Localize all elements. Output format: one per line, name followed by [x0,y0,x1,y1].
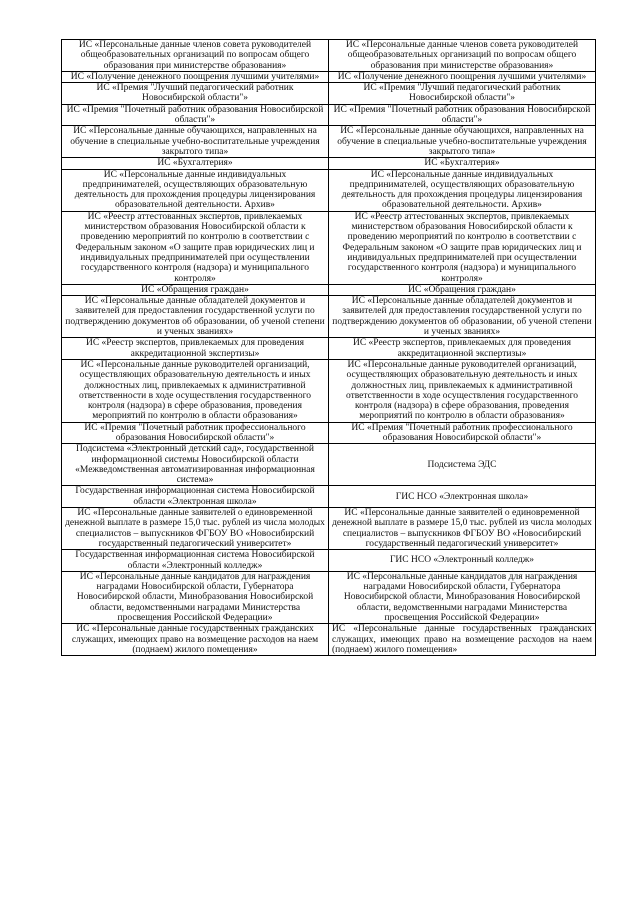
system-short-name-text: ИС «Обращения граждан» [408,284,516,295]
system-short-name-cell [329,624,596,656]
system-name-cell [62,444,329,486]
system-name-cell [62,284,329,295]
system-short-name-text: ИС «Премия "Почетный работник образования Новосибирской области"» [333,104,591,126]
system-short-name-cell [329,158,596,169]
system-short-name-cell [329,83,596,105]
table-row [62,104,596,126]
system-short-name-cell [329,169,596,211]
system-short-name-text: Подсистема ЭДС [427,459,497,470]
table-row [62,296,596,338]
system-name-cell [62,40,329,72]
system-name-text: ИС «Реестр экспертов, привлекаемых для проведения аккредитационной экспертизы» [85,338,305,359]
system-short-name-cell [329,486,596,508]
system-name-cell [62,338,329,360]
system-short-name-cell [329,296,596,338]
system-name-cell [62,71,329,82]
system-name-cell [62,508,329,550]
system-short-name-text: ИС «Персональные данные индивидуальных предпринимателей, осуществляющих образовательную деятельность для прохождения процедуры лицензирования образовательной деятельности. Архив» [341,169,583,211]
system-short-name-text: ИС «Персональные данные заявителей о единовременной денежной выплате в размере 15,0 тыс. рублей из числа молодых специалистов – выпускников ФГБОУ ВО «Новосибирский государственный педагогический университет» [332,508,592,549]
system-name-cell [62,296,329,338]
system-short-name-text: ИС «Персональные данные кандидатов для награждения наградами Новосибирской области, Губернатора Новосибирской области, Минобразования Новосибирской области, ведомственными наградами Министерства просвещения Российской Федерации» [343,571,581,624]
system-short-name-text: ИС «Премия "Почетный работник профессионального образования Новосибирской области"» [351,422,573,443]
table-row [62,211,596,284]
system-short-name-text: ГИС НСО «Электронная школа» [395,491,529,502]
table-row [62,444,596,486]
system-name-cell [62,571,329,623]
system-short-name-cell [329,71,596,82]
system-short-name-text: ИС «Персональные данные государственных гражданских служащих, имеющих право на возмещение расходов на наем (поднаем) жилого помещения» [332,624,592,655]
system-name-cell [62,422,329,444]
system-short-name-cell [329,284,596,295]
table-row [62,571,596,623]
table-row [62,158,596,169]
system-short-name-cell [329,338,596,360]
table-row [62,550,596,572]
system-name-text: ИС «Персональные данные индивидуальных предпринимателей, осуществляющих образовательную деятельность для прохождения процедуры лицензирования образовательной деятельности. Архив» [74,169,316,211]
table-row [62,40,596,72]
system-short-name-cell [329,104,596,126]
table-body [62,40,596,656]
table-row [62,83,596,105]
system-short-name-cell [329,444,596,486]
system-short-name-text: ИС «Реестр экспертов, привлекаемых для проведения аккредитационной экспертизы» [352,338,572,359]
system-name-cell [62,83,329,105]
system-name-text: ИС «Бухгалтерия» [157,158,233,169]
system-short-name-cell [329,508,596,550]
system-name-cell [62,550,329,572]
system-name-text: ИС «Получение денежного поощрения лучшими учителями» [70,71,320,82]
system-short-name-cell [329,40,596,72]
table-row [62,169,596,211]
system-short-name-cell [329,422,596,444]
system-short-name-text: ГИС НСО «Электронный колледж» [389,555,535,566]
system-name-text: ИС «Премия "Почетный работник образования Новосибирской области"» [66,104,324,126]
system-name-cell [62,211,329,284]
system-name-cell [62,158,329,169]
system-name-text: ИС «Обращения граждан» [141,284,249,295]
system-name-cell [62,126,329,158]
system-short-name-text: ИС «Персональные данные руководителей организаций, осуществляющих образовательную деятельность и иных должностных лиц, привлекаемых к административной ответственности в ходе осуществления государственного контроля (надзора) в сфере образования, проведения мероприятий по контролю в области образования» [345,359,579,422]
system-short-name-text: ИС «Персональные данные членов совета руководителей общеобразовательных организаций по вопросам общего образования при министерстве образования» [345,40,579,71]
system-name-text: ИС «Персональные данные членов совета руководителей общеобразовательных организаций по вопросам общего образования при министерстве образования» [78,40,312,71]
system-name-text: ИС «Персональные данные обладателей документов и заявителей для предоставления государственной услуги по подтверждению документов об образовании, об ученой степени и ученых званиях» [65,296,325,338]
system-name-cell [62,486,329,508]
table-row [62,126,596,158]
system-name-text: ИС «Персональные данные кандидатов для награждения наградами Новосибирской области, Губернатора Новосибирской области, Минобразования Новосибирской области, ведомственными наградами Министерства просвещения Российской Федерации» [76,571,314,624]
system-name-text: Государственная информационная система Новосибирской области «Электронная школа» [75,486,315,507]
system-short-name-text: ИС «Персональные данные обучающихся, направленных на обучение в специальные учебно-воспитательные учреждения закрытого типа» [337,126,587,157]
information-systems-table [61,39,596,656]
table-row [62,284,596,295]
system-short-name-text: ИС «Премия "Лучший педагогический работник Новосибирской области"» [363,83,561,104]
system-name-text: ИС «Премия "Лучший педагогический работник Новосибирской области"» [96,83,294,104]
system-name-text: Подсистема «Электронный детский сад», государственной информационной системы Новосибирской области «Межведомственная автоматизированная информационная система» [75,444,315,486]
system-name-text: ИС «Премия "Почетный работник профессионального образования Новосибирской области"» [84,422,306,443]
system-name-cell [62,624,329,656]
system-name-text: ИС «Персональные данные обучающихся, направленных на обучение в специальные учебно-воспитательные учреждения закрытого типа» [70,126,320,157]
system-short-name-text: ИС «Реестр аттестованных экспертов, привлекаемых министерством образования Новосибирской области к проведению мероприятий по контролю в соответствии с Федеральным законом «О защите прав юридических лиц и индивидуальных предпринимателей при осуществлении государственного контроля (надзора) и муниципального контроля» [342,211,582,284]
system-short-name-cell [329,126,596,158]
table-row [62,359,596,422]
system-name-text: ИС «Персональные данные заявителей о единовременной денежной выплате в размере 15,0 тыс. рублей из числа молодых специалистов – выпускников ФГБОУ ВО «Новосибирский государственный педагогический университет» [65,508,325,549]
system-short-name-text: ИС «Персональные данные обладателей документов и заявителей для предоставления государственной услуги по подтверждению документов об образовании, об ученой степени и ученых званиях» [332,296,592,338]
system-name-text: ИС «Персональные данные государственных гражданских служащих, имеющих право на возмещение расходов на наем (поднаем) жилого помещения» [71,624,319,655]
system-name-text: ИС «Персональные данные руководителей организаций, осуществляющих образовательную деятельность и иных должностных лиц, привлекаемых к административной ответственности в ходе осуществления государственного контроля (надзора) в сфере образования, проведения мероприятий по контролю в области образования» [78,359,312,422]
system-short-name-cell [329,550,596,572]
system-short-name-text: ИС «Бухгалтерия» [424,158,500,169]
table-row [62,338,596,360]
table-row [62,71,596,82]
system-short-name-cell [329,571,596,623]
system-name-cell [62,169,329,211]
table-row [62,624,596,656]
table-row [62,508,596,550]
system-name-cell [62,104,329,126]
system-name-text: ИС «Реестр аттестованных экспертов, привлекаемых министерством образования Новосибирской области к проведению мероприятий по контролю в соответствии с Федеральным законом «О защите прав юридических лиц и индивидуальных предпринимателей при осуществлении государственного контроля (надзора) и муниципального контроля» [75,211,315,284]
system-name-text: Государственная информационная система Новосибирской области «Электронный колледж» [75,550,315,571]
table-row [62,422,596,444]
table-row [62,486,596,508]
system-short-name-cell [329,359,596,422]
system-short-name-cell [329,211,596,284]
system-short-name-text: ИС «Получение денежного поощрения лучшими учителями» [337,71,587,82]
system-name-cell [62,359,329,422]
